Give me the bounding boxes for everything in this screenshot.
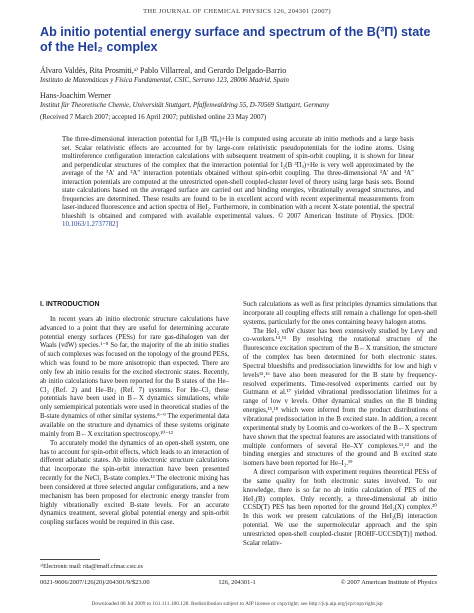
footnote: ᵃ⁾Electronic mail: rita@imaff.cfmac.csic.es [40,564,143,570]
abstract-text: The three-dimensional interaction potential for I₂(B ³Πᵤ)+He is computed using accurate ab initio methods and a large basis set. Scalar relativistic effects are accounted for by large-core relativistic pseudopotentials for the iodine atoms. Using multireference configuration interaction calculations with subsequent treatment of spin-orbit coupling, it is shown for linear and perpendicular structures of the complex that the interaction potential for I₂(B ³Πᵤ)+He is very well approximated by the average of the ³A′ and ³A″ interaction potentials obtained without spin-orbit coupling. The three-dimensional ³A′ and ³A″ interaction potentials are computed at the unrestricted open-shell coupled-cluster level of theory using large basis sets. Bound state calculations based on the averaged surface are carried out and binding energies, vibrationally averaged structures, and frequencies are determined. These results are found to be in excellent accord with recent experimental measurements from laser-induced fluorescence and action spectra of HeI₂. Furthermore, in combination with a recent X-state potential, the spectral blueshift is obtained and compared with available experimental values. © 2007 American Institute of Physics. [62,136,414,220]
footer-copyright: © 2007 American Institute of Physics [340,579,437,586]
download-notice: Downloaded 08 Jul 2009 to 161.111.180.128. Redistribution subject to AIP license or copyright; see http://jcp.aip.org/jcp/copyright.jsp [91,601,383,607]
affiliation-2: Institut für Theoretische Chemie, Universität Stuttgart, Pfaffenwaldring 55, D-70569 Stuttgart, Germany [40,101,330,109]
doi-suffix: ] [115,221,118,229]
author-block-1 [40,66,440,85]
author-name-2: Hans-Joachim Werner [40,91,111,100]
journal-header: THE JOURNAL OF CHEMICAL PHYSICS 126, 204301 (2007) [143,8,331,15]
intro-paragraph-3: Such calculations as well as first principles dynamics simulations that incorporate all coupling effects still remain a challenge for open-shell systems, particularly for the ones containing heavy halogen atoms. [243,301,437,326]
footer-divider [40,575,437,576]
right-column [243,301,437,549]
doi-link[interactable]: 10.1063/1.2737782 [62,221,116,229]
left-column [40,301,229,528]
intro-paragraph-2: To accurately model the dynamics of an open-shell system, one has to account for spin-orbit effects, which leads to an interaction of different adiabatic states. Ab initio electronic structure calculations that incorporate the spin-orbit interaction have been presented recently for the NeCl₂ B-state complex.¹³ The electronic mixing has been considered at three selected angular configurations, and a new mechanism has been proposed for electronic energy transfer from highly vibrationally excited B-state levels. For an accurate dynamics treatment, several global potential energy and spin-orbit coupling surfaces would be required in this case. [40,439,229,527]
doi-prefix: [DOI: [397,212,414,220]
title-line-1: Ab initio potential energy surface and spectrum of the B(³Π) state [40,25,431,39]
footnote-divider [40,559,100,560]
intro-paragraph-5: A direct comparison with experiment requires theoretical PESs of the same quality for both electronic states involved. To our knowledge, there is so far no ab initio calculation of PES of the HeI₂(B) complex. Only recently, a three-dimensional ab initio CCSD(T) PES has been reported for the ground HeI₂(X) complex.²⁰ In this work we present calculations of the HeI₂(B) interaction potential. We use the supermolecular approach and the spin unrestricted open-shell coupled-cluster [ROHF-UCCSD(T)] method. Scalar relativ- [243,469,437,547]
title-line-2: of the HeI₂ complex [40,39,158,54]
footer-page-number: 126, 204301-1 [218,579,256,586]
intro-paragraph-1: In recent years ab initio electronic structure calculations have advanced to a point that they are useful for determining accurate potential energy surfaces (PESs) for rare gas-dihalogen van der Waals (vdW) species.¹⁻⁸ So far, the majority of the ab initio studies of such complexes was focused on the topology of the ground PESs, which was found to be more anisotropic than expected. There are only few ab initio results for the excited electronic states. Recently, ab initio calculations have been reported for the B states of the He–Cl₂ (Ref. 2) and He–Br₂ (Ref. 7) systems. For He–Cl₂ these potentials have been used in B←X dynamics simulations, while only semiempirical potentials were used in theoretical studies of the B-state dynamics of other similar systems.⁸⁻⁹ The experimental data available on the structure and dynamics of these systems originate mainly from B←X excitation spectroscopy.¹⁰⁻¹² [40,315,229,438]
section-heading: I. INTRODUCTION [40,301,100,308]
article-title [40,25,440,54]
author-names: Álvaro Valdés, Rita Prosmiti,ᵃ⁾ Pablo Villarreal, and Gerardo Delgado-Barrio [40,66,287,75]
abstract [62,136,414,230]
footer-issn: 0021-9606/2007/126(20)/204301/9/$23.00 [40,579,150,586]
affiliation-1: Instituto de Matemáticas y Física Fundamental, CSIC, Serrano 123, 28006 Madrid, Spain [40,76,289,84]
author-block-2 [40,91,450,110]
received-dates: (Received 7 March 2007; accepted 16 April 2007; published online 23 May 2007) [40,114,267,121]
intro-paragraph-4: The HeI₂ vdW cluster has been extensively studied by Levy and co-workers.¹⁴,¹⁵ By resolving the rotational structure of the fluorescence excitation spectrum of the B←X transition, the structure of the complex has been determined for both electronic states. Spectral blueshifts and predissociation linewidths for low and high v levels¹⁵,¹⁶ have also been measured for the B state by frequency-resolved experiments. Time-resolved experiments carried out by Gutmann et al.¹⁷ yielded vibrational predissociation lifetimes for a range of low v levels. Other dynamical studies on the B binding energies,¹⁵,¹⁸ which were inferred from the product distributions of vibrational predissociation in the B excited state. In addition, a recent experimental study by Loomis and co-workers of the B←X spectrum have shown that the spectral features are associated with transitions of multiple conformers of several He–XY complexes.¹¹,¹² and the binding energies and structures of the ground and B excited state isomers have been reported for He–I₂.¹⁹ [243,327,437,468]
